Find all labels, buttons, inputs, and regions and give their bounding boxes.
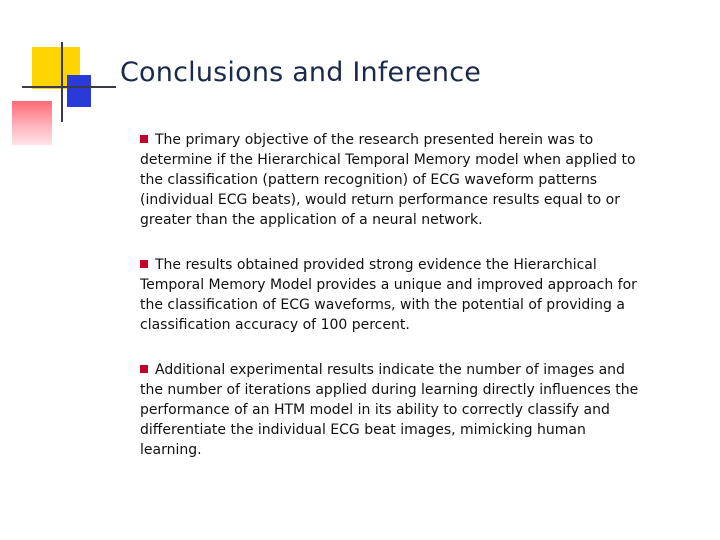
bullet-text: Additional experimental results indicate the number of images and the number of iterations applied during learning directly influences the performance of an HTM model in its ability to correctly classify and differentiate the individual ECG beat images, mimicking human learning. [140,362,639,458]
bullet-text: The primary objective of the research presented herein was to determine if the Hierarchical Temporal Memory model when applied to the classification (pattern recognition) of ECG waveform patterns (individual ECG beats), would return performance results equal to or greater than the application of a neural network. [140,132,636,228]
bullet-item [140,360,640,460]
decorative-vertical-line [61,42,63,122]
slide-title: Conclusions and Inference [120,57,482,88]
bullet-list [140,130,640,485]
decorative-red-square [12,101,52,145]
bullet-square-icon [140,260,148,268]
decorative-horizontal-line [22,86,116,88]
decorative-blue-square [67,75,91,107]
bullet-item [140,255,640,335]
bullet-text: The results obtained provided strong evidence the Hierarchical Temporal Memory Model provides a unique and improved approach for the classification of ECG waveforms, with the potential of providing a classification accuracy of 100 percent. [140,257,637,333]
bullet-item [140,130,640,230]
bullet-square-icon [140,135,148,143]
bullet-square-icon [140,365,148,373]
